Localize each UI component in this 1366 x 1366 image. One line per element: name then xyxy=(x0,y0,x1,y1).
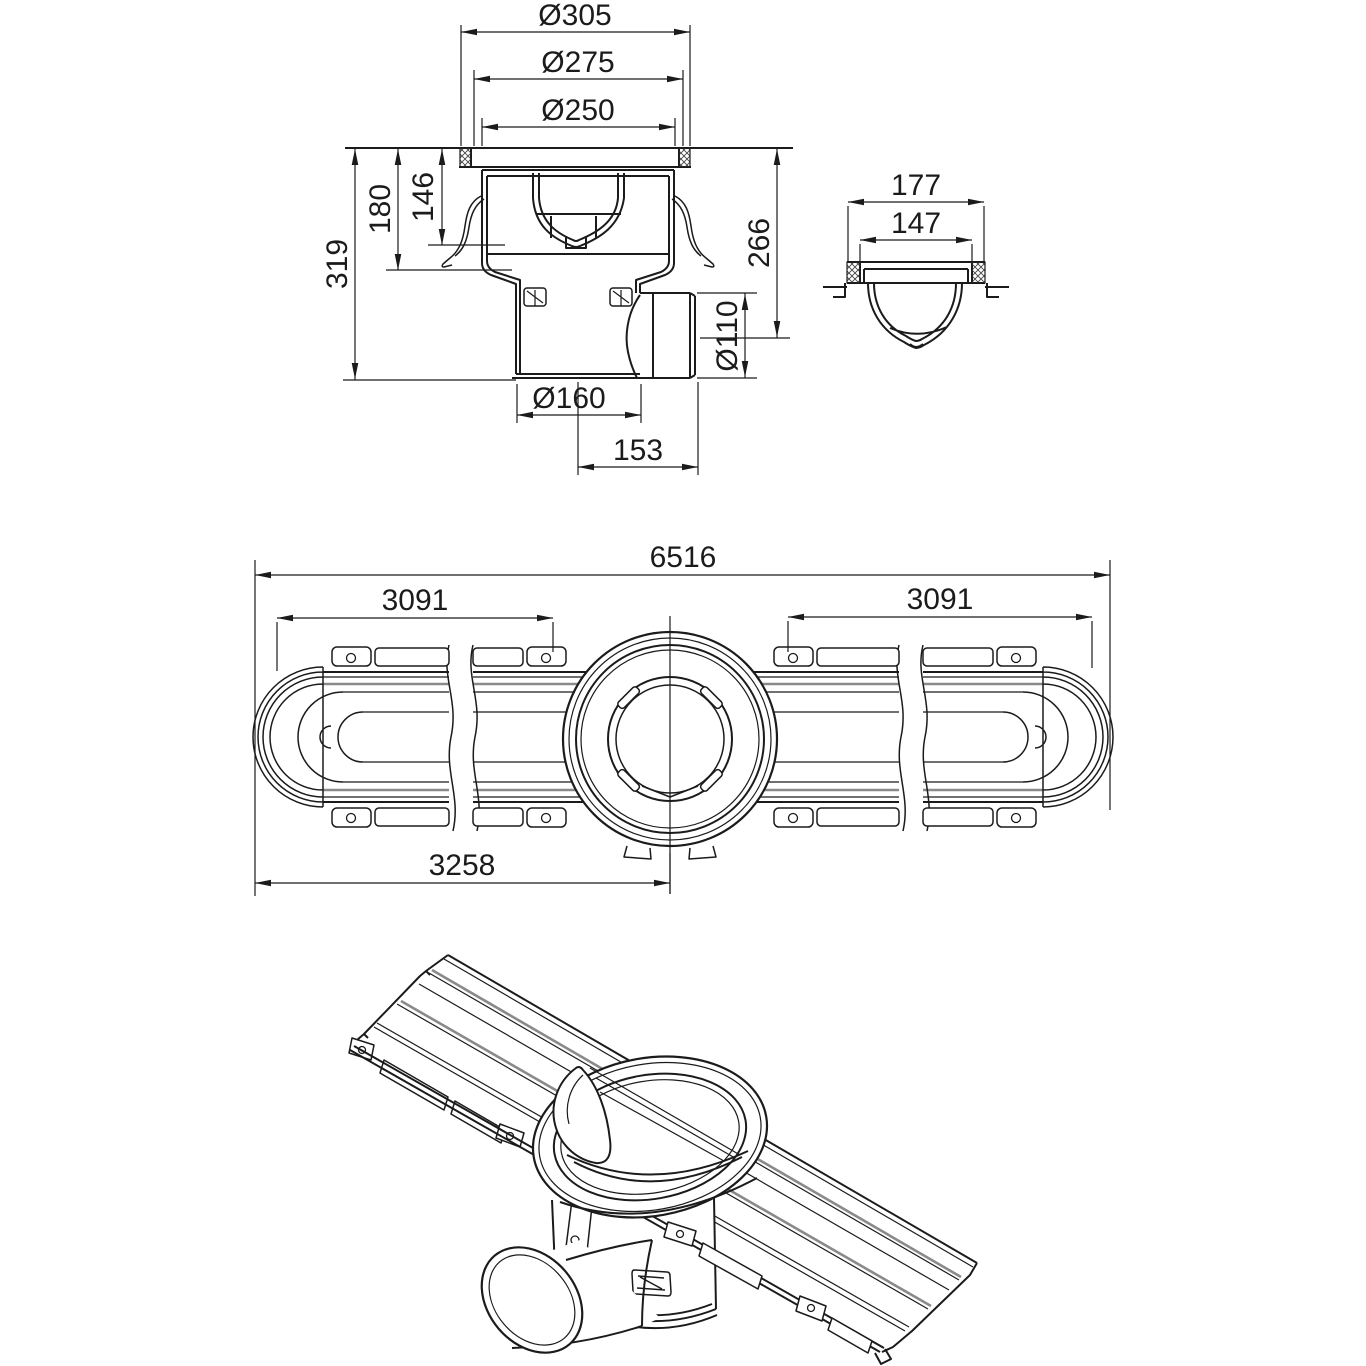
clamp-pocket-detail xyxy=(527,290,629,306)
anchor-plate xyxy=(828,1318,872,1353)
dim-w147: 147 xyxy=(890,207,942,240)
tab-hole xyxy=(542,654,551,663)
dim-w177: 177 xyxy=(890,169,942,202)
plate xyxy=(817,648,899,666)
dim-h146: 146 xyxy=(407,171,440,223)
plate xyxy=(817,808,899,826)
dim-d305: Ø305 xyxy=(538,0,612,32)
plate xyxy=(473,808,523,826)
tab-hole xyxy=(542,814,551,823)
tab-hole xyxy=(1012,654,1021,663)
dim-to-center: 3258 xyxy=(428,849,496,882)
plan-drain-circles xyxy=(563,616,777,894)
dim-h180: 180 xyxy=(364,183,397,235)
section-view xyxy=(321,0,793,475)
dim-d275: Ø275 xyxy=(541,46,615,79)
dim-h266: 266 xyxy=(743,217,776,269)
tab-hole xyxy=(789,814,798,823)
gasket-left-side xyxy=(847,262,860,283)
plate xyxy=(923,808,993,826)
dim-w153: 153 xyxy=(612,434,664,467)
plan-endcap-right xyxy=(1003,667,1113,807)
tab-hole xyxy=(347,654,356,663)
plate xyxy=(375,648,449,666)
dim-d160: Ø160 xyxy=(532,382,606,415)
gasket-right-side xyxy=(972,262,985,283)
isometric-view xyxy=(349,955,977,1366)
side-view xyxy=(823,169,1009,348)
dim-right-section: 3091 xyxy=(906,583,974,616)
tab-hole xyxy=(677,1231,684,1238)
plan-endcap-left xyxy=(253,667,363,807)
dim-d110: Ø110 xyxy=(711,300,744,372)
tab-hole xyxy=(347,814,356,823)
section-clamp-pockets xyxy=(524,288,632,306)
tab-hole xyxy=(808,1305,815,1312)
plate xyxy=(375,808,449,826)
plate xyxy=(923,648,993,666)
dim-total-length: 6516 xyxy=(649,541,717,574)
iso-rail-end-right xyxy=(875,1263,977,1364)
tab-hole xyxy=(1012,814,1021,823)
tab-hole xyxy=(789,654,798,663)
gasket-left xyxy=(460,148,471,167)
plan-view xyxy=(253,541,1113,896)
gasket-right xyxy=(679,148,690,167)
dim-h319: 319 xyxy=(321,238,354,290)
dim-left-section: 3091 xyxy=(381,584,449,617)
dim-d250: Ø250 xyxy=(541,94,615,127)
plate xyxy=(473,648,523,666)
